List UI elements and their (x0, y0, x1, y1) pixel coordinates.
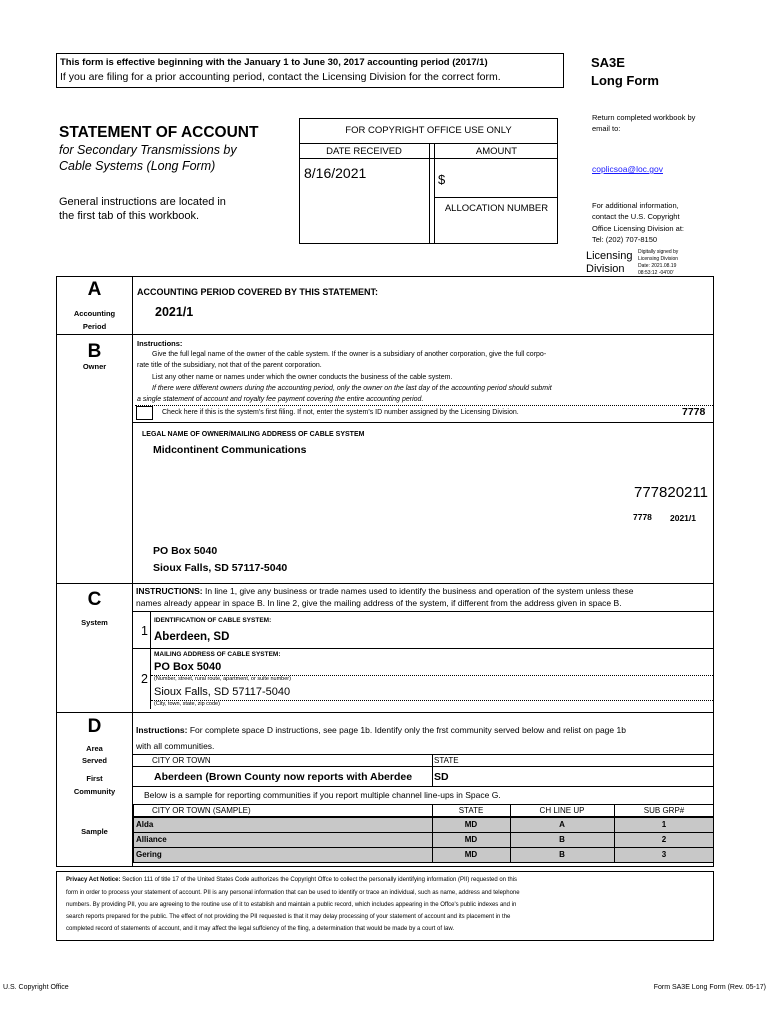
space-c-instr-1-text: In line 1, give any business or trade names used to identify the business and operation of the system unless these (202, 586, 634, 596)
signature-note-3: Date: 2021.08.19 (638, 263, 677, 269)
space-b-letter: B (87, 341, 102, 362)
sample-row-2-city: Alliance (136, 835, 167, 844)
space-c-instr-2: names already appear in space B. In line 2, give the mailing address of the system, if different from the address given in space B. (136, 598, 622, 608)
space-d-instructions-label: Instructions: (136, 725, 188, 735)
amount-value[interactable]: $ (438, 172, 446, 187)
space-b-instructions-label: Instructions: (137, 339, 183, 348)
contact-info-2: contact the U.S. Copyright (592, 212, 680, 221)
mailing-address-2-hint: (City, town, state, zip code) (154, 701, 220, 707)
space-b-instr-4: If there were different owners during the accounting period, only the owner on the last day of the accounting period should submit (152, 385, 552, 392)
amount-label: AMOUNT (475, 146, 518, 157)
sample-row-3-subgrp: 3 (661, 850, 667, 859)
mailing-address-label: MAILING ADDRESS OF CABLE SYSTEM: (154, 651, 281, 658)
first-filing-checkbox[interactable] (136, 406, 153, 420)
space-d-rule-1 (133, 754, 714, 755)
space-b-label-box (56, 334, 133, 584)
sample-row-1-city: Alda (136, 820, 154, 829)
space-d-label-sample: Sample (81, 827, 108, 836)
space-c-rule-2 (133, 648, 714, 649)
notice-line-1: This form is effective beginning with the January 1 to June 30, 2017 accounting period (2017/1) (60, 57, 488, 68)
allocation-number-label: ALLOCATION NUMBER (444, 203, 549, 214)
office-use-divider-3 (434, 197, 558, 198)
content-bottom-border (56, 866, 714, 867)
ident-cable-system-label: IDENTIFICATION OF CABLE SYSTEM: (154, 617, 272, 624)
space-d-rule-3 (133, 786, 714, 787)
space-b-instr-5: a single statement of account and royalty fee payment covering the entire accounting period. (137, 396, 424, 403)
sample-header-state: STATE (458, 806, 484, 815)
legal-name-label: LEGAL NAME OF OWNER/MAILING ADDRESS OF CABLE SYSTEM (142, 431, 365, 438)
contact-info-4: Tel: (202) 707-8150 (592, 235, 658, 244)
privacy-label: Privacy Act Notice: (66, 877, 121, 883)
first-community-city[interactable]: Aberdeen (Brown County now reports with Aberdee (154, 771, 413, 783)
signature-name-2: Division (586, 263, 625, 275)
space-a-label-1: Accounting (73, 309, 116, 318)
sample-row-divider-1 (133, 832, 714, 833)
owner-address-1[interactable]: PO Box 5040 (153, 545, 218, 557)
sample-header-subgrp: SUB GRP# (643, 806, 685, 815)
sample-row-2-chlineup: B (559, 835, 565, 844)
signature-note-2: Licensing Division (638, 256, 679, 262)
space-d-rule-2 (133, 766, 714, 767)
space-c-line-1-number: 1 (141, 624, 148, 638)
contact-info-1: For additional information, (592, 201, 679, 210)
space-d-instr-1 (136, 725, 626, 735)
ident-cable-system-value[interactable]: Aberdeen, SD (154, 631, 230, 643)
footer-right: Form SA3E Long Form (Rev. 05-17) (653, 984, 766, 991)
first-community-state[interactable]: SD (434, 771, 449, 783)
space-b-instr-1: Give the full legal name of the owner of the cable system. If the owner is a subsidiary of another corporation, give the full corpo- (152, 351, 547, 358)
office-use-vdivider-1 (429, 143, 430, 244)
system-id-value[interactable]: 7778 (682, 406, 706, 418)
space-c-letter: C (87, 589, 102, 610)
notice-line-2: If you are filing for a prior accounting period, contact the Licensing Division for the correct form. (60, 71, 501, 83)
return-instructions-2: email to: (592, 124, 621, 133)
space-d-label-first: First (86, 774, 103, 783)
office-use-header: FOR COPYRIGHT OFFICE USE ONLY (345, 125, 512, 136)
owner-id-small: 7778 (633, 512, 652, 522)
owner-code: 777820211 (634, 484, 708, 501)
space-b-label: Owner (82, 362, 107, 371)
city-header: CITY OR TOWN (152, 756, 211, 765)
sample-row-1-chlineup: A (559, 820, 565, 829)
signature-note-4: 08:53:12 -04'00' (638, 270, 674, 276)
general-instructions-1: General instructions are located in (59, 196, 226, 208)
space-d-instr-1-text: For complete space D instructions, see page 1b. Identify only the frst community served below and relist on page 1b (187, 725, 626, 735)
accounting-period-heading: ACCOUNTING PERIOD COVERED BY THIS STATEMENT: (137, 287, 379, 297)
signature-name-1: Licensing (586, 250, 633, 262)
privacy-line-1-text: Section 111 of title 17 of the United States Code authorizes the Copyright Offce to collect the personally identifying information (PII) requested on this (120, 877, 518, 883)
form-name: Long Form (591, 73, 659, 88)
owner-name[interactable]: Midcontinent Communications (153, 444, 307, 456)
sample-row-2-subgrp: 2 (661, 835, 667, 844)
space-c-inner-vline-1 (150, 612, 151, 648)
space-d-label-area: Area (86, 744, 103, 753)
first-filing-text: Check here if this is the system's first filing. If not, enter the system's ID number assigned by the Licensing Division. (162, 409, 519, 416)
general-instructions-2: the first tab of this workbook. (59, 210, 200, 222)
space-b-instr-2: rate title of the subsidiary, not that of the parent corporation. (137, 362, 322, 369)
space-b-rule (133, 422, 714, 423)
mailing-address-2[interactable]: Sioux Falls, SD 57117-5040 (154, 686, 291, 698)
sample-note: Below is a sample for reporting communities if you report multiple channel line-ups in Space G. (144, 790, 501, 800)
space-d-city-state-divider (432, 754, 433, 786)
space-b-instr-3: List any other name or names under which the owner conducts the business of the cable system. (152, 374, 453, 381)
sample-row-3-chlineup: B (559, 850, 565, 859)
privacy-line-3: numbers. By providing PII, you are agreeing to the routine use of it to establish and maintain a public record, which includes appearing in the Offce's public indexes and in (66, 902, 517, 908)
space-c-instructions-label: INSTRUCTIONS: (136, 586, 203, 596)
footer-left: U.S. Copyright Office (3, 984, 69, 991)
mailing-address-1-hint: (Number, street, rural route, apartment, or suite number) (154, 676, 291, 682)
state-header: STATE (434, 756, 459, 765)
privacy-line-4: search reports prepared for the public. The effect of not providing the PII requested is that it may delay processing of your statement of account and its placement in the (66, 914, 511, 920)
space-a-letter: A (87, 279, 102, 300)
space-c-dotted-rule-2 (151, 700, 713, 701)
privacy-line-2: form in order to process your statement of account. PII is any personal information that can be used to identify or trace an individual, such as name, address and telephone (66, 890, 520, 896)
date-received-label: DATE RECEIVED (326, 146, 402, 157)
sample-header-chlineup: CH LINE UP (539, 806, 585, 815)
space-c-rule-1 (133, 611, 714, 612)
space-d-label-served: Served (81, 756, 108, 765)
sample-row-2-state: MD (464, 835, 478, 844)
page-subtitle-2: Cable Systems (Long Form) (59, 159, 216, 173)
page-subtitle-1: for Secondary Transmissions by (59, 143, 237, 157)
space-d-label-community: Community (73, 787, 116, 796)
space-c-label: System (81, 618, 108, 627)
page-title: STATEMENT OF ACCOUNT (59, 124, 259, 141)
signature-note-1: Digitally signed by (638, 249, 679, 255)
space-a-label-2: Period (82, 322, 107, 331)
mailing-address-1[interactable]: PO Box 5040 (154, 661, 222, 673)
content-divider-b (133, 583, 714, 584)
sample-row-3-city: Gering (136, 850, 162, 859)
contact-info-3: Office Licensing Division at: (592, 224, 684, 233)
content-right-border (713, 276, 714, 867)
return-instructions-1: Return completed workbook by (592, 113, 696, 122)
accounting-period-value[interactable]: 2021/1 (155, 305, 194, 319)
form-code: SA3E (591, 55, 625, 70)
sample-row-divider-2 (133, 847, 714, 848)
privacy-line-1 (66, 877, 517, 883)
sample-header-city: CITY OR TOWN (SAMPLE) (152, 806, 251, 815)
owner-address-2[interactable]: Sioux Falls, SD 57117-5040 (153, 562, 288, 574)
content-divider-a (133, 334, 714, 335)
email-link[interactable]: coplicsoa@loc.gov (592, 164, 663, 174)
privacy-line-5: completed record of statements of account, and it may affect the legal suffciency of the fling, a determination that would be made by a court of law. (66, 926, 454, 932)
space-d-instr-2: with all communities. (136, 741, 215, 751)
sample-row-1-subgrp: 1 (661, 820, 667, 829)
sample-row-3-state: MD (464, 850, 478, 859)
space-c-instr-1 (136, 586, 634, 596)
content-divider-c (133, 712, 714, 713)
sample-row-1-state: MD (464, 820, 478, 829)
space-d-letter: D (87, 716, 102, 737)
owner-period-small: 2021/1 (670, 513, 696, 523)
office-use-vdivider-2 (434, 143, 435, 244)
content-top-border (133, 276, 714, 277)
date-received-value[interactable]: 8/16/2021 (304, 165, 367, 181)
space-c-line-2-number: 2 (141, 672, 148, 686)
space-b-dotted-rule (135, 405, 713, 406)
